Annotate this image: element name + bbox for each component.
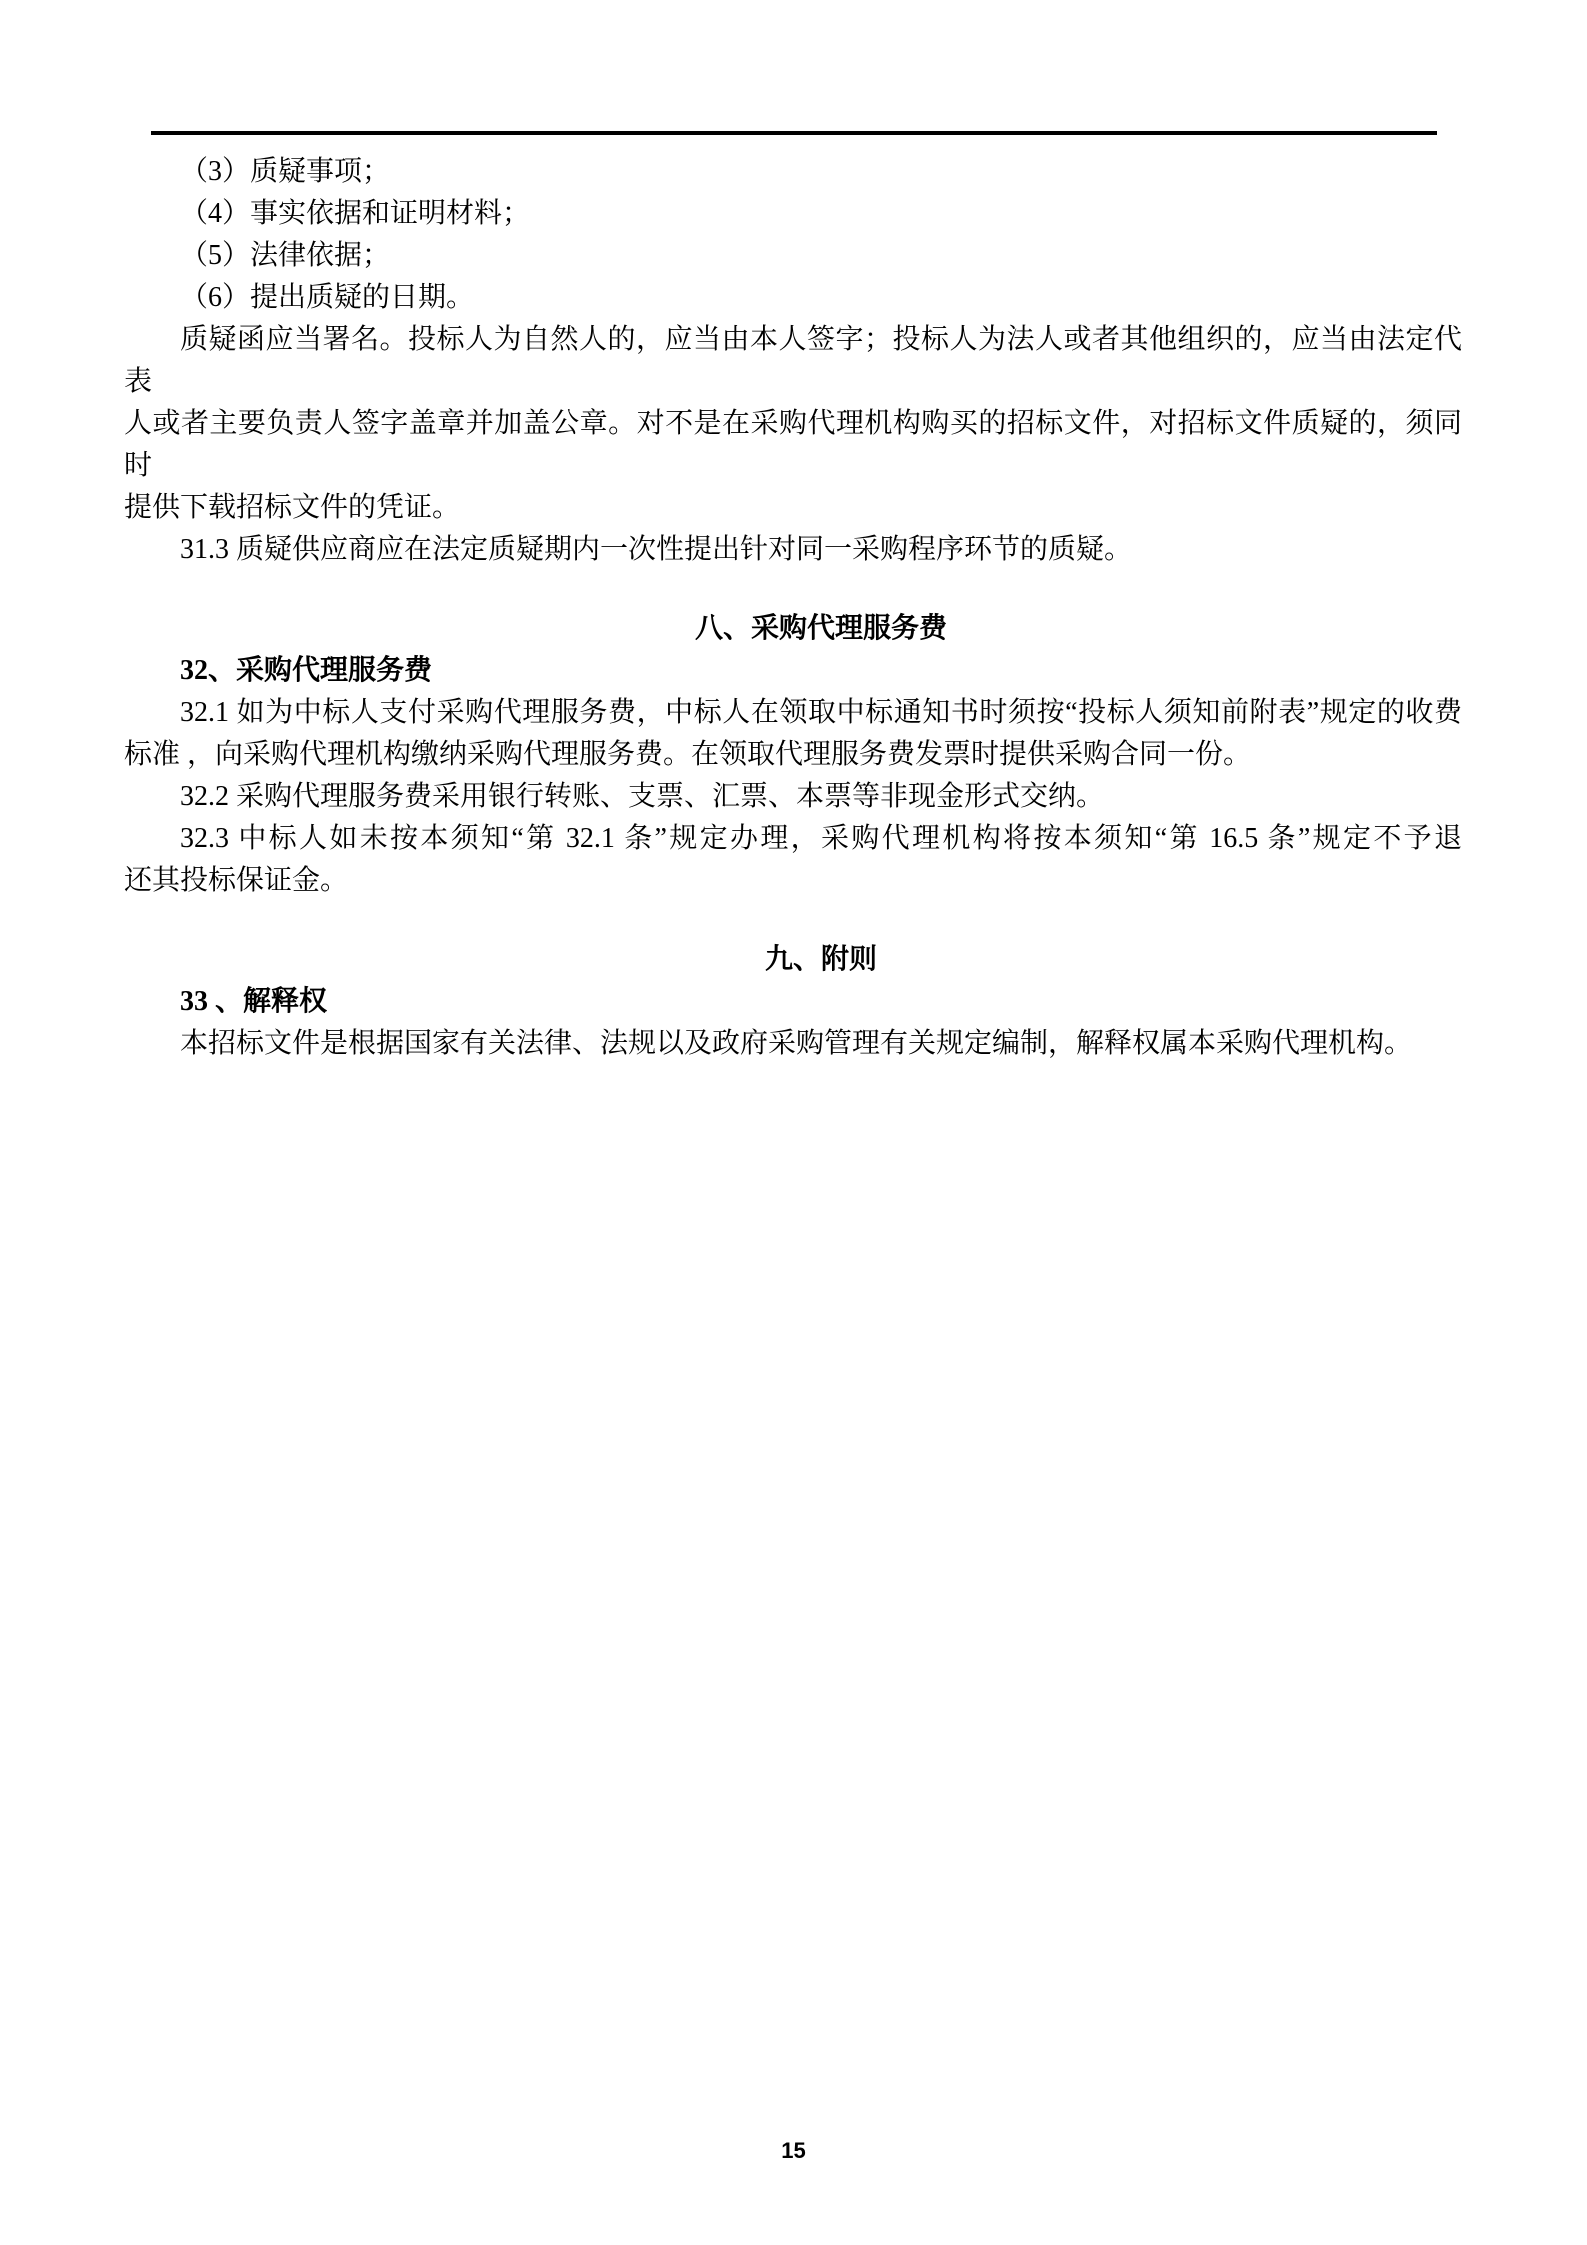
document-content	[124, 151, 1462, 1065]
clause-32-1-line: 标准 ，向采购代理机构缴纳采购代理服务费。在领取代理服务费发票时提供采购合同一份。	[124, 739, 1252, 770]
clause-33-text: 本招标文件是根据国家有关法律、法规以及政府采购管理有关规定编制，解释权属本采购代理机构。	[180, 1028, 1413, 1059]
list-item-6: （6）提出质疑的日期。	[180, 282, 475, 313]
list-item-3: （3）质疑事项；	[180, 156, 391, 187]
paragraph-line: 人或者主要负责人签字盖章并加盖公章。对不是在采购代理机构购买的招标文件，对招标文件质疑的，须同时	[124, 408, 1462, 481]
page-number: 15	[781, 2138, 806, 2163]
clause-32-1-line: 32.1 如为中标人支付采购代理服务费，中标人在领取中标通知书时须按“投标人须知前附表”规定的收费	[180, 697, 1462, 728]
clause-32-3-line: 还其投标保证金。	[124, 865, 349, 896]
clause-32-2: 32.2 采购代理服务费采用银行转账、支票、汇票、本票等非现金形式交纳。	[180, 781, 1105, 812]
paragraph-line: 提供下载招标文件的凭证。	[124, 492, 461, 523]
paragraph-line: 质疑函应当署名。投标人为自然人的，应当由本人签字；投标人为法人或者其他组织的，应当由法定代表	[124, 324, 1462, 397]
clause-31-3: 31.3 质疑供应商应在法定质疑期内一次性提出针对同一采购程序环节的质疑。	[180, 534, 1133, 565]
list-item-5: （5）法律依据；	[180, 240, 391, 271]
header-rule	[151, 131, 1437, 135]
section-heading-8: 八、采购代理服务费	[694, 613, 947, 644]
section-heading-9: 九、附则	[764, 944, 877, 975]
clause-32-3-line: 32.3 中标人如未按本须知“第 32.1 条”规定办理，采购代理机构将按本须知“第 16.5 条”规定不予退	[180, 823, 1462, 854]
clause-heading-32: 32、采购代理服务费	[180, 655, 433, 686]
clause-heading-33: 33 、解释权	[180, 986, 328, 1017]
list-item-4: （4）事实依据和证明材料；	[180, 198, 531, 229]
